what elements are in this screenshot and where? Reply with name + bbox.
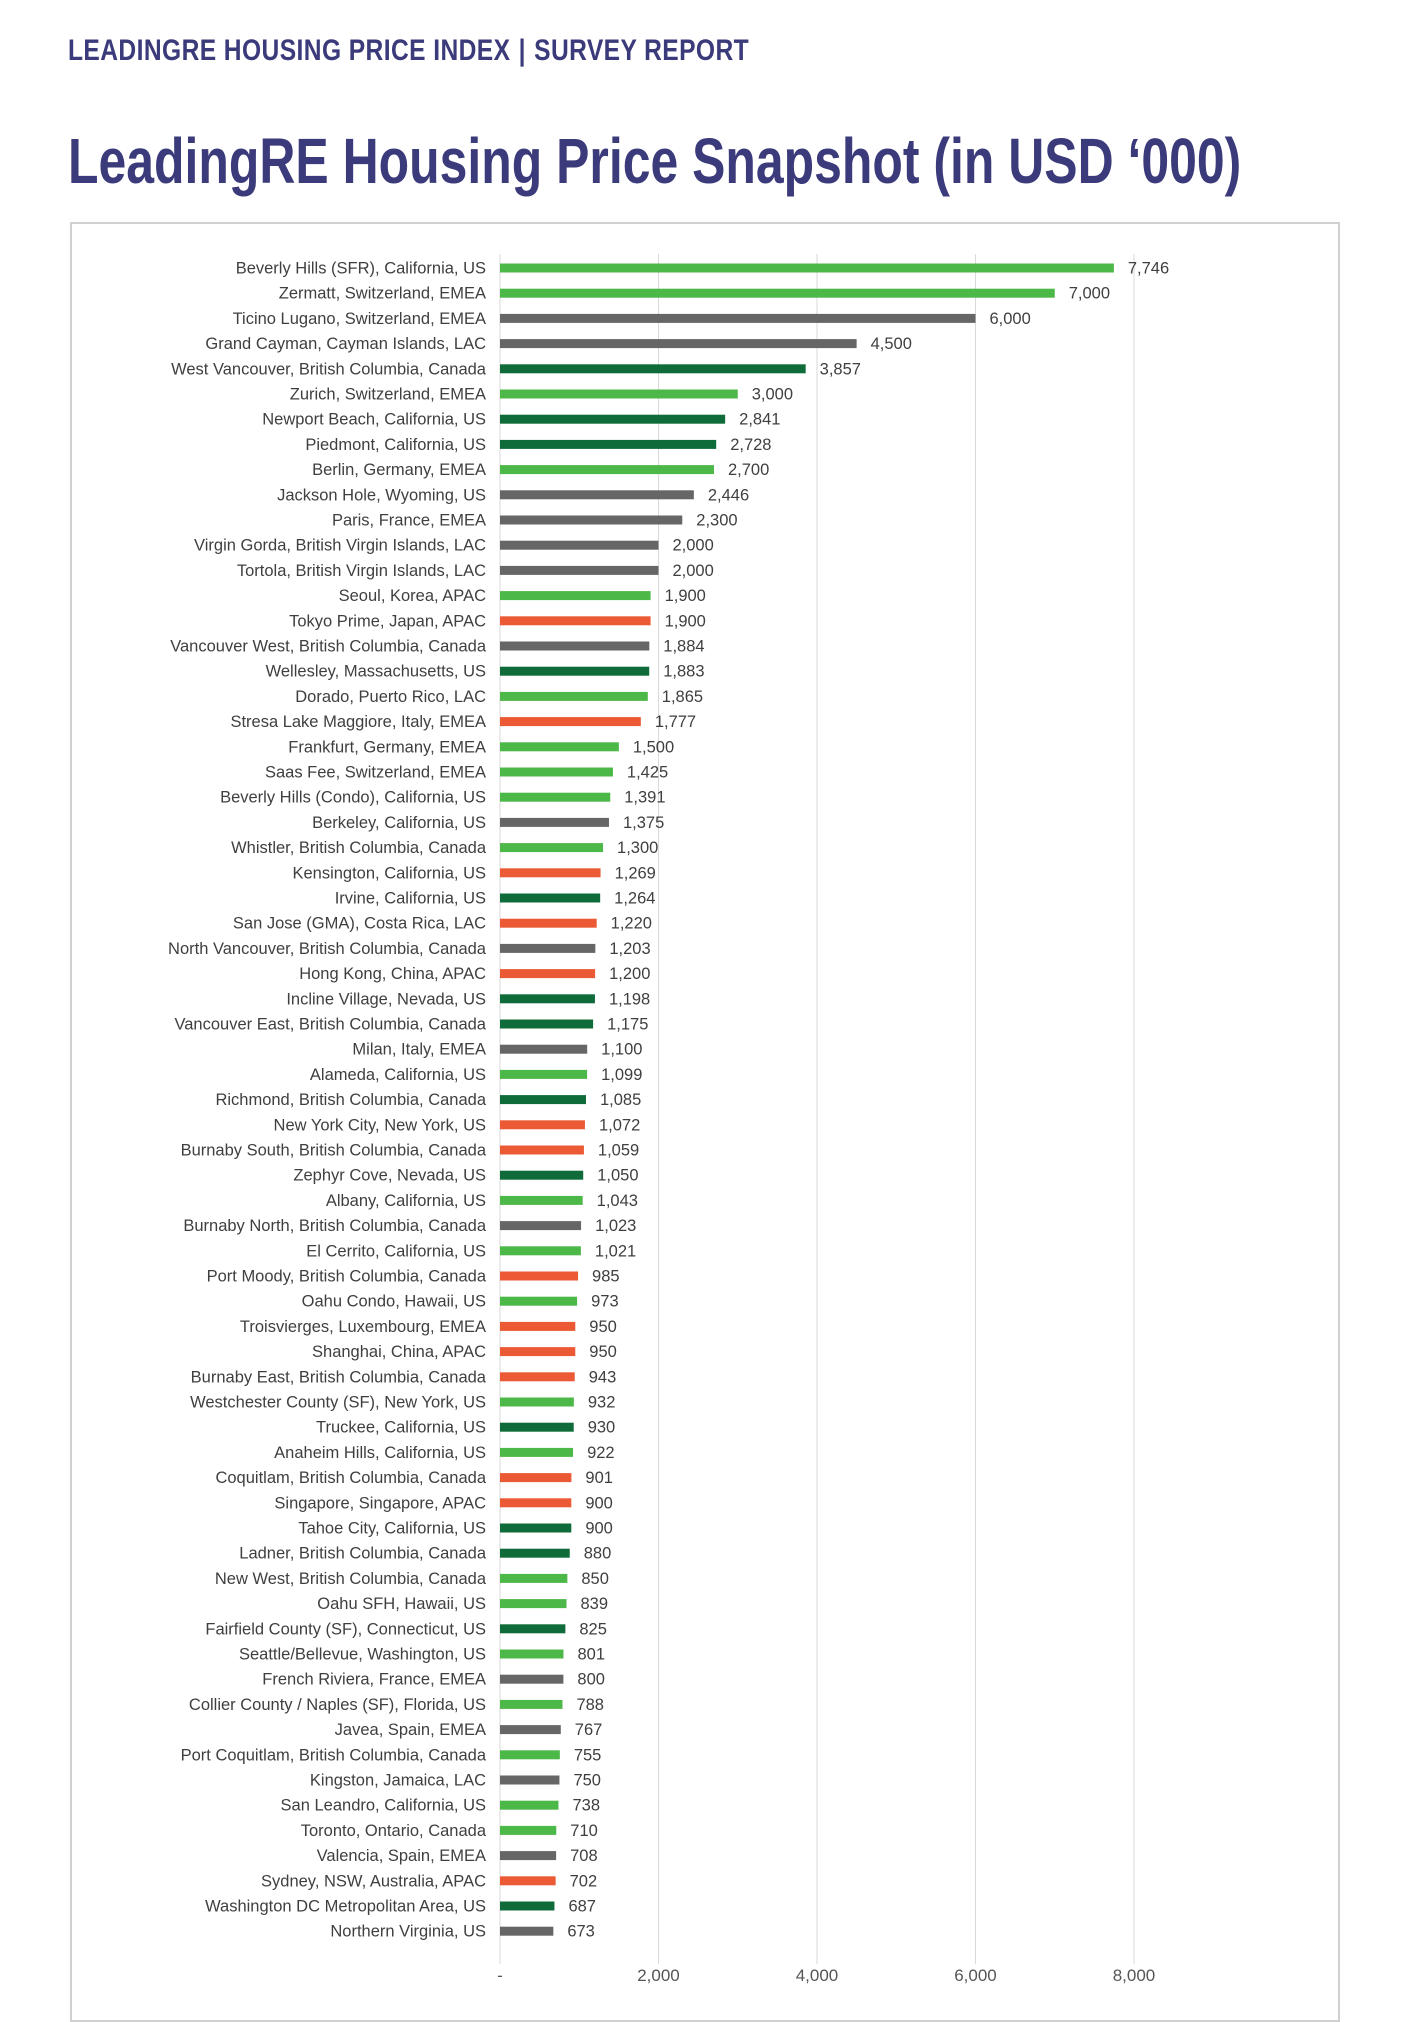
category-label: Oahu SFH, Hawaii, US: [317, 1595, 486, 1614]
bar: [500, 314, 976, 323]
category-label: Berlin, Germany, EMEA: [312, 461, 486, 480]
data-label: 985: [592, 1267, 620, 1286]
data-label: 2,728: [730, 435, 772, 454]
data-label: 1,043: [596, 1191, 638, 1210]
bar: [500, 1297, 577, 1306]
category-label: Saas Fee, Switzerland, EMEA: [264, 763, 486, 782]
data-label: 900: [585, 1494, 613, 1513]
bar: [500, 1070, 587, 1079]
chart-frame: [70, 222, 1340, 2022]
bar: [500, 1347, 575, 1356]
bar: [500, 1498, 571, 1507]
category-label: North Vancouver, British Columbia, Canada: [168, 939, 486, 958]
category-label: Oahu Condo, Hawaii, US: [301, 1292, 486, 1311]
x-tick-label: 6,000: [954, 1966, 997, 1985]
data-label: 687: [568, 1897, 596, 1916]
data-label: 1,264: [614, 889, 656, 908]
bar: [500, 1196, 583, 1205]
bar: [500, 1801, 558, 1810]
category-label: Burnaby North, British Columbia, Canada: [183, 1217, 486, 1236]
data-label: 708: [570, 1847, 598, 1866]
bar: [500, 516, 682, 525]
data-label: 930: [587, 1418, 616, 1437]
category-label: Ticino Lugano, Switzerland, EMEA: [232, 309, 486, 328]
category-label: Truckee, California, US: [316, 1418, 486, 1437]
bar: [500, 717, 641, 726]
data-label: 1,023: [595, 1217, 637, 1236]
data-label: 950: [589, 1317, 617, 1336]
data-label: 800: [577, 1670, 605, 1689]
bar: [500, 364, 806, 373]
category-label: Beverly Hills (Condo), California, US: [220, 788, 486, 807]
category-label: Alameda, California, US: [309, 1065, 486, 1084]
data-label: 1,500: [632, 738, 675, 757]
data-label: 755: [573, 1746, 602, 1765]
bar: [500, 566, 659, 575]
data-label: 1,050: [597, 1166, 639, 1185]
bar: [500, 1473, 571, 1482]
category-label: Whistler, British Columbia, Canada: [231, 839, 486, 858]
data-label: 1,375: [622, 813, 665, 832]
category-label: Hong Kong, China, APAC: [299, 965, 486, 984]
category-label: Toronto, Ontario, Canada: [300, 1821, 486, 1840]
category-label: Frankfurt, Germany, EMEA: [288, 738, 486, 757]
data-label: 839: [580, 1595, 609, 1614]
data-label: 3,857: [819, 360, 861, 379]
category-label: San Jose (GMA), Costa Rica, LAC: [232, 914, 486, 933]
bar: [500, 465, 714, 474]
data-label: 1,883: [663, 662, 705, 681]
chart-title: LeadingRE Housing Price Snapshot (in USD ‘000): [68, 125, 1242, 197]
data-label: 900: [585, 1519, 613, 1538]
data-label: 1,198: [608, 990, 651, 1009]
category-label: Valencia, Spain, EMEA: [316, 1847, 486, 1866]
bar: [500, 1423, 574, 1432]
x-tick-label: -: [497, 1966, 503, 1985]
data-label: 1,200: [609, 965, 651, 984]
data-label: 922: [587, 1443, 615, 1462]
bar: [500, 793, 610, 802]
bar: [500, 1927, 553, 1936]
data-label: 1,220: [610, 914, 652, 933]
bar: [500, 742, 619, 751]
category-label: Milan, Italy, EMEA: [352, 1040, 486, 1059]
x-tick-label: 8,000: [1112, 1966, 1156, 1985]
bar: [500, 591, 651, 600]
data-label: 801: [577, 1645, 606, 1664]
bar: [500, 1120, 585, 1129]
bar: [500, 1650, 563, 1659]
data-label: 1,072: [598, 1116, 641, 1135]
category-label: Kensington, California, US: [292, 864, 486, 883]
category-label: Kingston, Jamaica, LAC: [309, 1771, 486, 1790]
bar: [500, 490, 694, 499]
bar: [500, 894, 600, 903]
data-label: 950: [589, 1343, 617, 1362]
category-label: Wellesley, Massachusetts, US: [265, 662, 486, 681]
data-label: 788: [576, 1695, 604, 1714]
data-label: 1,021: [594, 1242, 637, 1261]
category-label: Berkeley, California, US: [312, 813, 486, 832]
bar: [500, 1826, 556, 1835]
bar: [500, 616, 651, 625]
category-label: New York City, New York, US: [273, 1116, 486, 1135]
data-label: 750: [573, 1771, 601, 1790]
bar: [500, 642, 649, 651]
category-label: New West, British Columbia, Canada: [214, 1569, 486, 1588]
bar: [500, 1448, 573, 1457]
bar: [500, 768, 613, 777]
x-tick-label: 2,000: [637, 1966, 680, 1985]
data-label: 2,446: [707, 486, 750, 505]
bar: [500, 1372, 575, 1381]
data-label: 1,085: [599, 1091, 642, 1110]
data-label: 2,841: [739, 410, 781, 429]
category-label: Fairfield County (SF), Connecticut, US: [205, 1620, 486, 1639]
category-label: Stresa Lake Maggiore, Italy, EMEA: [230, 713, 486, 732]
category-label: Singapore, Singapore, APAC: [274, 1494, 486, 1513]
data-label: 2,700: [727, 461, 770, 480]
category-label: Vancouver East, British Columbia, Canada: [174, 1015, 486, 1034]
category-label: Irvine, California, US: [334, 889, 486, 908]
bar: [500, 390, 738, 399]
data-label: 702: [569, 1872, 598, 1891]
data-label: 3,000: [751, 385, 794, 404]
category-label: Virgin Gorda, British Virgin Islands, LAC: [194, 536, 486, 555]
category-label: Zurich, Switzerland, EMEA: [289, 385, 486, 404]
bar: [500, 1851, 556, 1860]
bar: [500, 1624, 565, 1633]
category-label: Incline Village, Nevada, US: [286, 990, 486, 1009]
bar: [500, 1599, 566, 1608]
data-label: 1,425: [626, 763, 669, 782]
category-label: Vancouver West, British Columbia, Canada: [170, 637, 486, 656]
bar: [500, 667, 649, 676]
category-label: Sydney, NSW, Australia, APAC: [261, 1872, 486, 1891]
bar: [500, 919, 597, 928]
data-label: 738: [572, 1796, 601, 1815]
bar: [500, 1171, 583, 1180]
data-label: 7,746: [1127, 259, 1170, 278]
data-label: 973: [591, 1292, 619, 1311]
bar: [500, 1146, 584, 1155]
category-label: Dorado, Puerto Rico, LAC: [295, 687, 486, 706]
category-label: Richmond, British Columbia, Canada: [215, 1091, 486, 1110]
data-label: 6,000: [989, 309, 1031, 328]
data-label: 1,900: [664, 612, 706, 631]
category-label: Port Moody, British Columbia, Canada: [206, 1267, 486, 1286]
bar: [500, 1020, 593, 1029]
category-label: Coquitlam, British Columbia, Canada: [215, 1469, 486, 1488]
data-label: 1,269: [614, 864, 656, 883]
header-right: SURVEY REPORT: [534, 34, 750, 67]
data-label: 1,300: [617, 839, 659, 858]
category-label: Grand Cayman, Cayman Islands, LAC: [205, 335, 486, 354]
category-label: French Riviera, France, EMEA: [262, 1670, 486, 1689]
bar: [500, 541, 659, 550]
bar: [500, 1322, 575, 1331]
bar: [500, 415, 725, 424]
category-label: Javea, Spain, EMEA: [334, 1721, 486, 1740]
bar: [500, 1725, 561, 1734]
category-label: Zephyr Cove, Nevada, US: [293, 1166, 486, 1185]
data-label: 767: [574, 1721, 603, 1740]
bar: [500, 994, 595, 1003]
data-label: 1,884: [663, 637, 705, 656]
category-label: Tortola, British Virgin Islands, LAC: [236, 561, 486, 580]
data-label: 2,000: [672, 536, 714, 555]
data-label: 1,175: [607, 1015, 649, 1034]
bar: [500, 944, 595, 953]
category-label: Troisvierges, Luxembourg, EMEA: [239, 1317, 486, 1336]
data-label: 943: [588, 1368, 617, 1387]
bar: [500, 264, 1114, 273]
bar: [500, 1524, 571, 1533]
bar: [500, 289, 1055, 298]
bar: [500, 440, 716, 449]
data-label: 1,099: [601, 1065, 643, 1084]
bar: [500, 818, 609, 827]
category-label: Tahoe City, California, US: [298, 1519, 486, 1538]
data-label: 710: [570, 1821, 598, 1840]
category-label: Ladner, British Columbia, Canada: [239, 1544, 486, 1563]
category-label: West Vancouver, British Columbia, Canada: [171, 360, 486, 379]
data-label: 1,777: [654, 713, 697, 732]
bar: [500, 1246, 581, 1255]
data-label: 880: [583, 1544, 612, 1563]
data-label: 932: [587, 1393, 616, 1412]
bar: [500, 1398, 574, 1407]
category-label: Beverly Hills (SFR), California, US: [235, 259, 486, 278]
data-label: 1,391: [624, 788, 666, 807]
header-separator: |: [518, 34, 526, 67]
category-label: Northern Virginia, US: [330, 1922, 486, 1941]
bar: [500, 1750, 560, 1759]
category-label: Seattle/Bellevue, Washington, US: [238, 1645, 486, 1664]
category-label: San Leandro, California, US: [280, 1796, 486, 1815]
data-label: 4,500: [870, 335, 912, 354]
bar: [500, 1574, 567, 1583]
bar: [500, 1700, 562, 1709]
category-label: Collier County / Naples (SF), Florida, US: [188, 1695, 486, 1714]
category-label: Burnaby South, British Columbia, Canada: [180, 1141, 486, 1160]
bar: [500, 1902, 554, 1911]
category-label: Newport Beach, California, US: [262, 410, 486, 429]
data-label: 673: [567, 1922, 595, 1941]
category-label: Shanghai, China, APAC: [312, 1343, 486, 1362]
bar: [500, 868, 601, 877]
data-label: 850: [581, 1569, 609, 1588]
data-label: 1,100: [601, 1040, 643, 1059]
data-label: 2,000: [672, 561, 714, 580]
bar: [500, 339, 857, 348]
data-label: 901: [585, 1469, 613, 1488]
category-label: Albany, California, US: [325, 1191, 486, 1210]
category-label: Jackson Hole, Wyoming, US: [277, 486, 486, 505]
category-label: Burnaby East, British Columbia, Canada: [190, 1368, 486, 1387]
bar: [500, 969, 595, 978]
category-label: Tokyo Prime, Japan, APAC: [289, 612, 486, 631]
x-tick-label: 4,000: [795, 1966, 839, 1985]
bar: [500, 1095, 586, 1104]
bar: [500, 1272, 578, 1281]
data-label: 1,203: [609, 939, 651, 958]
bar: [500, 843, 603, 852]
category-label: Westchester County (SF), New York, US: [190, 1393, 486, 1412]
category-label: El Cerrito, California, US: [306, 1242, 486, 1261]
category-label: Zermatt, Switzerland, EMEA: [278, 284, 486, 303]
bar: [500, 1045, 587, 1054]
header-left: LEADINGRE HOUSING PRICE INDEX: [68, 34, 511, 67]
category-label: Piedmont, California, US: [305, 435, 486, 454]
category-label: Port Coquitlam, British Columbia, Canada: [180, 1746, 486, 1765]
data-label: 2,300: [696, 511, 738, 530]
bar: [500, 1221, 581, 1230]
category-label: Seoul, Korea, APAC: [338, 587, 486, 606]
data-label: 7,000: [1068, 284, 1111, 303]
bar: [500, 1876, 556, 1885]
bar-chart: [72, 224, 1338, 2000]
data-label: 825: [579, 1620, 607, 1639]
bar: [500, 1675, 563, 1684]
bar: [500, 692, 648, 701]
bar: [500, 1776, 559, 1785]
bar: [500, 1549, 570, 1558]
data-label: 1,900: [664, 587, 706, 606]
data-label: 1,059: [597, 1141, 640, 1160]
category-label: Anaheim Hills, California, US: [274, 1443, 486, 1462]
category-label: Paris, France, EMEA: [331, 511, 486, 530]
category-label: Washington DC Metropolitan Area, US: [205, 1897, 486, 1916]
report-header: [68, 34, 749, 68]
data-label: 1,865: [661, 687, 704, 706]
